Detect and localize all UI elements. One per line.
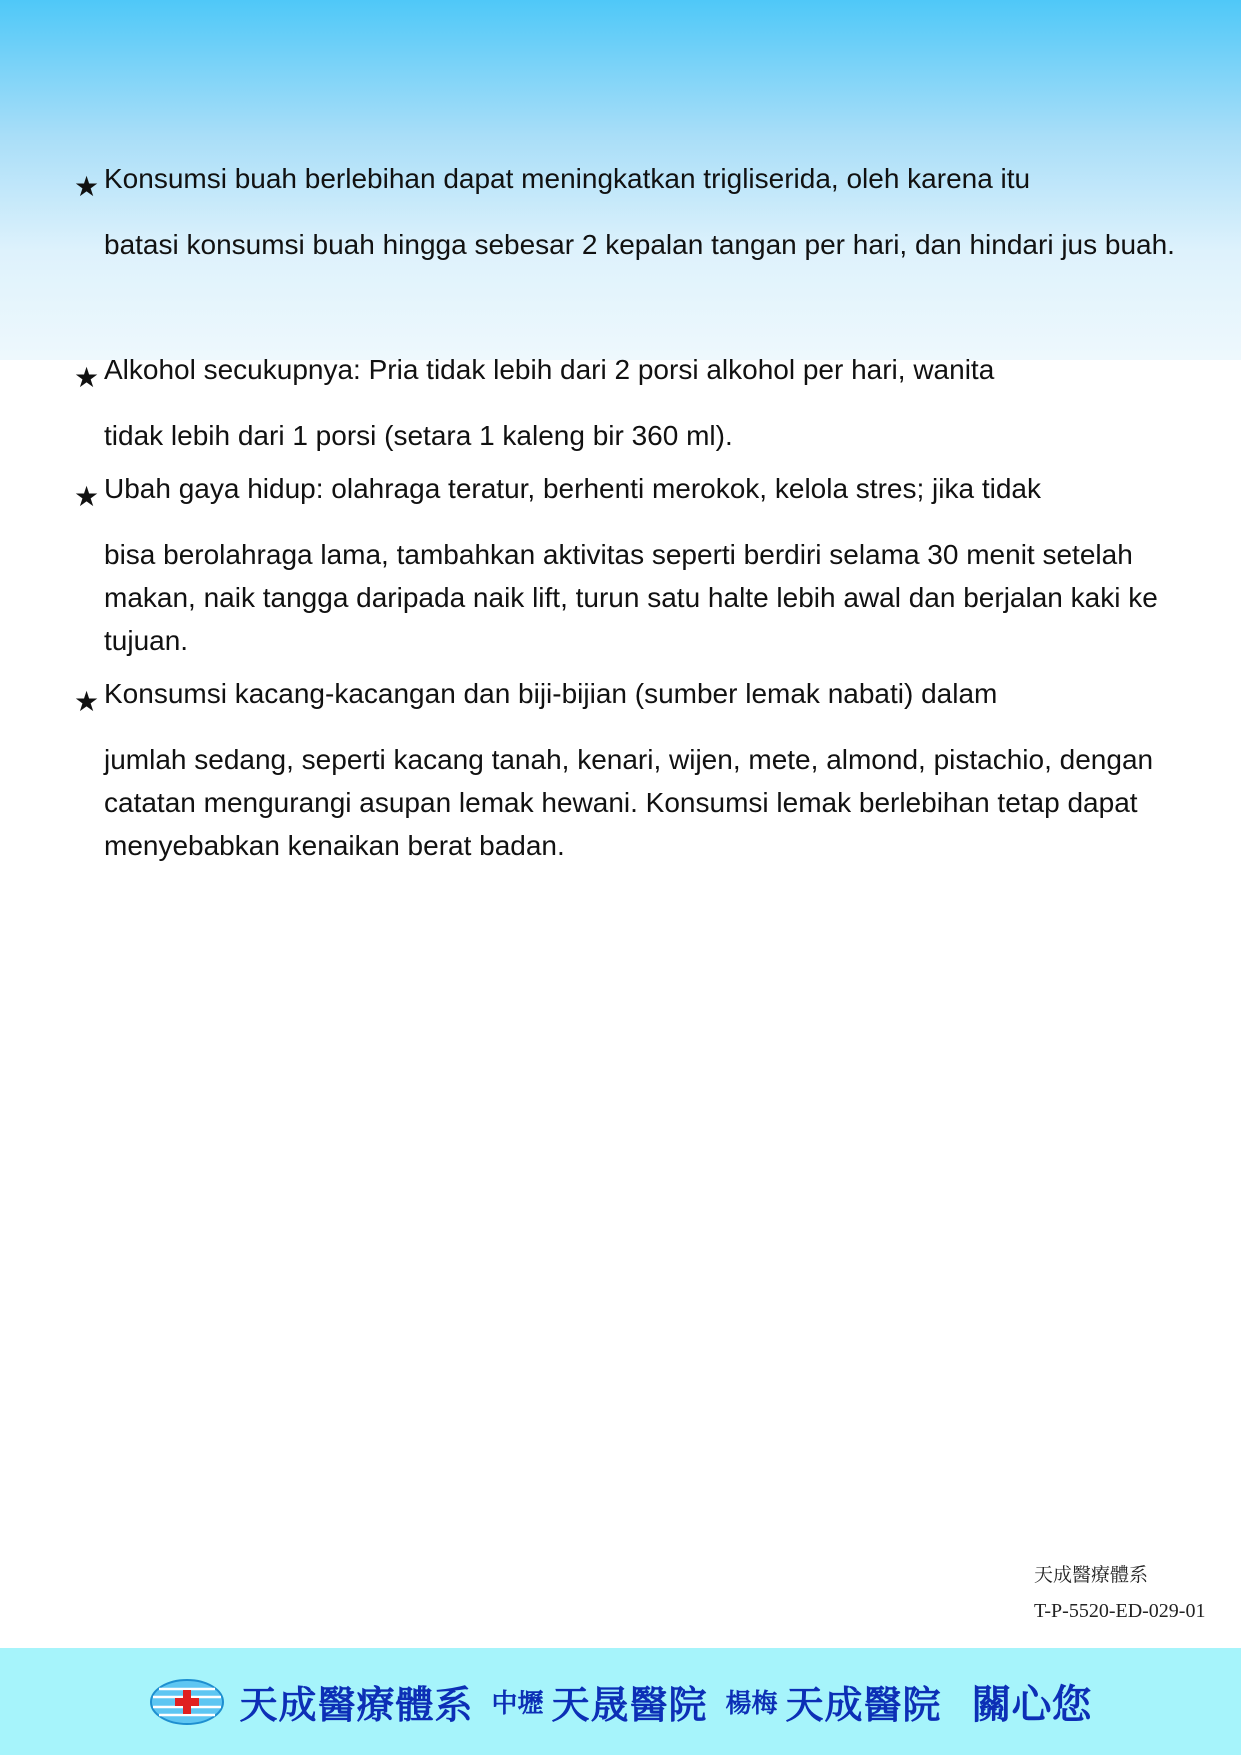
reference-org: 天成醫療體系 [1034,1564,1149,1586]
tips-list [74,165,1184,885]
tip-first-line: Ubah gaya hidup: olahraga teratur, berhenti merokok, kelola stres; jika tidak [104,473,1041,504]
footer-banner [0,1648,1241,1755]
footer-location-1: 中壢 [491,1689,544,1719]
document-code: T-P-5520-ED-029-01 [1034,1600,1206,1622]
hospital-logo-icon [149,1677,225,1727]
star-bullet-icon: ★ [74,362,100,393]
star-bullet-icon: ★ [74,171,100,202]
tip-first-line: Konsumsi kacang-kacangan dan biji-bijian (sumber lemak nabati) dalam [104,678,998,709]
star-bullet-icon: ★ [74,481,100,512]
tip-rest: jumlah sedang, seperti kacang tanah, kenari, wijen, mete, almond, pistachio, dengan catatan mengurangi asupan lemak hewani. Konsumsi lemak berlebihan tetap dapat menyebabkan kenaikan berat badan. [104,744,1154,861]
footer-hospital-1: 天晟醫院 [551,1683,708,1727]
tip-first-line: Konsumsi buah berlebihan dapat meningkatkan trigliserida, oleh karena itu [104,163,1031,194]
footer-system-name: 天成醫療體系 [239,1683,474,1727]
tip-fruit [74,165,1184,266]
tip-rest: tidak lebih dari 1 porsi (setara 1 kaleng bir 360 ml). [104,420,733,451]
footer-hospital-2: 天成醫院 [785,1683,942,1727]
tip-nuts [74,680,1184,867]
tip-alcohol [74,356,1184,457]
tip-rest: bisa berolahraga lama, tambahkan aktivitas seperti berdiri selama 30 menit setelah makan, naik tangga daripada naik lift, turun satu halte lebih awal dan berjalan kaki ke tujuan. [104,539,1158,656]
footer-location-2: 楊梅 [725,1689,778,1719]
star-bullet-icon: ★ [74,686,100,717]
tip-lifestyle [74,475,1184,662]
tip-first-line: Alkohol secukupnya: Pria tidak lebih dari 2 porsi alkohol per hari, wanita [104,354,995,385]
tip-rest: batasi konsumsi buah hingga sebesar 2 kepalan tangan per hari, dan hindari jus buah. [104,229,1175,260]
footer-care-slogan: 關心您 [971,1682,1092,1728]
